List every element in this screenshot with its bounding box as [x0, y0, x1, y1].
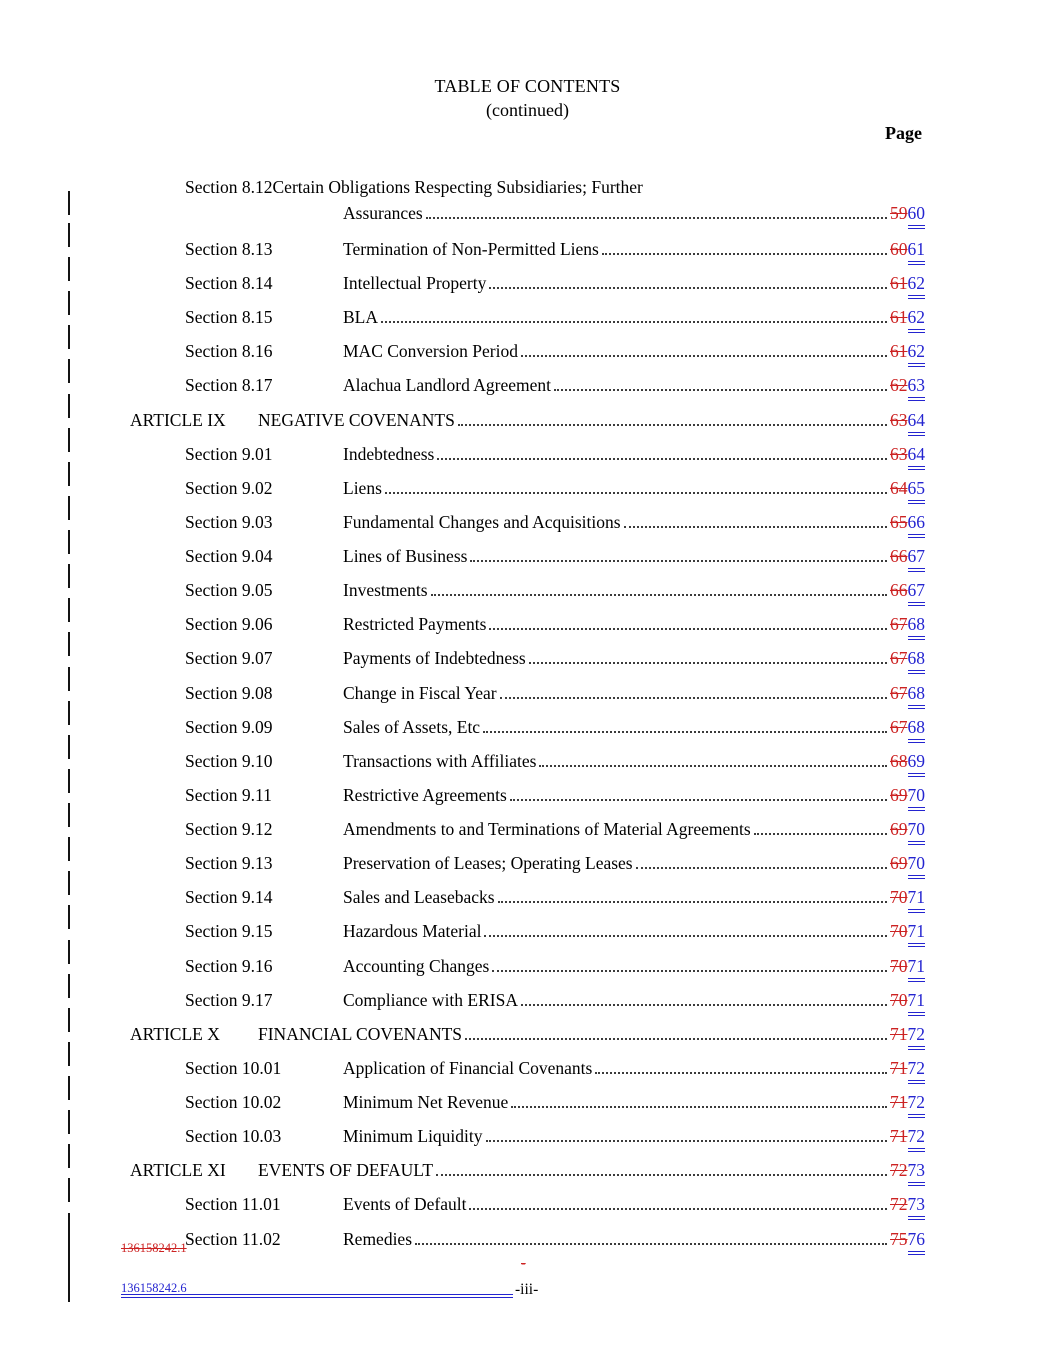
inserted-page-number: 71: [908, 919, 926, 947]
deleted-page-number: 66: [890, 546, 908, 567]
section-number: Section 10.03: [185, 1126, 282, 1147]
change-bar: [68, 701, 70, 725]
inserted-page-number: 69: [908, 749, 926, 777]
section-number: Section 9.02: [185, 477, 273, 498]
deleted-page-number: 71: [890, 1023, 908, 1044]
change-bar: [68, 632, 70, 656]
section-number: Section 9.01: [185, 443, 273, 464]
dot-leader: [465, 1038, 887, 1040]
deleted-page-number: 70: [890, 921, 908, 942]
deleted-doc-number: 136158242.1: [121, 1241, 187, 1255]
deleted-page-number: 66: [890, 580, 908, 601]
change-bar: [68, 462, 70, 486]
change-bar: [68, 1008, 70, 1032]
page-title: TABLE OF CONTENTS: [434, 76, 621, 96]
article-title: EVENTS OF DEFAULT: [258, 1160, 434, 1181]
dot-leader: [431, 594, 887, 596]
deleted-page-number: 67: [890, 682, 908, 703]
inserted-page-number: 71: [908, 954, 926, 982]
section-number: Section 8.15: [185, 307, 273, 328]
toc-entry: [0, 1148, 925, 1182]
article-number: ARTICLE IX: [130, 409, 226, 430]
section-number: Section 9.09: [185, 716, 273, 737]
dot-leader: [415, 1243, 887, 1245]
inserted-page-number: 60: [908, 201, 926, 229]
change-bar: [68, 223, 70, 247]
dot-leader: [511, 1106, 887, 1108]
toc-entry: [0, 295, 925, 329]
toc-entry: [0, 227, 925, 261]
change-bar: [68, 735, 70, 759]
inserted-page-number: 70: [908, 817, 926, 845]
toc-entry: [0, 875, 925, 909]
toc-entry: [0, 944, 925, 978]
toc-entry: [0, 807, 925, 841]
change-bar: [68, 871, 70, 895]
toc-entry: [0, 167, 925, 227]
deleted-page-number: 59: [890, 203, 908, 223]
deleted-page-number: 61: [890, 341, 908, 362]
deleted-page-number: 71: [890, 1057, 908, 1078]
toc-entry: [0, 705, 925, 739]
dot-leader: [426, 217, 887, 219]
change-bar: [68, 325, 70, 349]
dot-leader: [595, 1072, 887, 1074]
inserted-page-number: 61: [908, 237, 926, 265]
section-number: Section 9.11: [185, 784, 272, 805]
dot-leader: [469, 1208, 887, 1210]
section-number: Section 10.02: [185, 1092, 282, 1113]
deleted-page-number: 64: [890, 477, 908, 498]
inserted-page-number: 70: [908, 851, 926, 879]
change-bar: [68, 1213, 70, 1237]
inserted-page-number: 70: [908, 783, 926, 811]
section-number: Section 8.13: [185, 238, 273, 259]
change-bar: [68, 564, 70, 588]
toc-entry: [0, 841, 925, 875]
deleted-page-number: 70: [890, 887, 908, 908]
dot-leader: [529, 662, 887, 664]
inserted-page-number: 68: [908, 715, 926, 743]
dot-leader: [521, 1004, 887, 1006]
deleted-page-number: 72: [890, 1160, 908, 1181]
dot-leader: [470, 560, 887, 562]
section-title: Preservation of Leases; Operating Leases: [343, 853, 633, 874]
section-title: Compliance with ERISA: [343, 989, 518, 1010]
dot-leader: [500, 697, 887, 699]
section-title: Sales of Assets, Etc: [343, 716, 481, 737]
section-title: Alachua Landlord Agreement: [343, 375, 551, 396]
dot-leader: [754, 833, 887, 835]
deleted-page-number: 62: [890, 375, 908, 396]
section-number: Section 9.06: [185, 614, 273, 635]
change-bar: [68, 191, 70, 215]
inserted-doc-number: 136158242.6: [121, 1281, 513, 1298]
section-number: Section 9.07: [185, 648, 273, 669]
section-number: Section 9.17: [185, 989, 273, 1010]
change-bar: [68, 1076, 70, 1100]
change-bar: [68, 598, 70, 622]
section-title: Certain Obligations Respecting Subsidiaries; Further: [272, 177, 643, 197]
section-number: Section 9.03: [185, 511, 273, 532]
section-title: Change in Fiscal Year: [343, 682, 497, 703]
inserted-page-number: 64: [908, 442, 926, 470]
toc-entry: [0, 432, 925, 466]
inserted-page-number: 73: [908, 1158, 926, 1186]
change-bar: [68, 1237, 70, 1302]
deleted-page-number: 67: [890, 716, 908, 737]
change-bar: [68, 905, 70, 929]
toc-entry: [0, 1182, 925, 1216]
section-title: Remedies: [343, 1228, 413, 1249]
deleted-page-number: 69: [890, 784, 908, 805]
dot-leader: [489, 287, 887, 289]
section-title: Intellectual Property: [343, 273, 487, 294]
change-bar: [68, 496, 70, 520]
change-bar: [68, 359, 70, 383]
toc-entry: [0, 739, 925, 773]
section-number: Section 8.16: [185, 341, 273, 362]
dot-leader: [554, 389, 887, 391]
dot-leader: [436, 1174, 887, 1176]
section-number: Section 9.10: [185, 750, 273, 771]
inserted-page-number: 68: [908, 612, 926, 640]
change-bar: [68, 1042, 70, 1066]
deleted-page-number: 60: [890, 238, 908, 259]
change-bar: [68, 803, 70, 827]
toc-entry: [0, 329, 925, 363]
article-title: NEGATIVE COVENANTS: [258, 409, 455, 430]
section-title: Payments of Indebtedness: [343, 648, 526, 669]
inserted-page-number: 62: [908, 339, 926, 367]
section-title: Minimum Net Revenue: [343, 1092, 509, 1113]
section-number: Section 9.14: [185, 887, 273, 908]
deleted-page-number: 71: [890, 1092, 908, 1113]
dot-leader: [483, 731, 887, 733]
section-title: MAC Conversion Period: [343, 341, 518, 362]
inserted-page-number: 66: [908, 510, 926, 538]
section-number: Section 11.01: [185, 1194, 281, 1215]
inserted-page-number: 72: [908, 1022, 926, 1050]
dot-leader: [486, 1140, 887, 1142]
deleted-page-number: 68: [890, 750, 908, 771]
change-bar: [68, 257, 70, 281]
deleted-page-number: 65: [890, 511, 908, 532]
section-number: Section 11.02: [185, 1228, 281, 1249]
change-bar: [68, 530, 70, 554]
change-bar: [68, 974, 70, 998]
section-number: Section 9.13: [185, 853, 273, 874]
toc-entry: [0, 1080, 925, 1114]
section-title: Hazardous Material: [343, 921, 482, 942]
section-number: Section 9.05: [185, 580, 273, 601]
section-title: Accounting Changes: [343, 955, 490, 976]
dot-leader: [498, 901, 887, 903]
deleted-page-number: 72: [890, 1194, 908, 1215]
change-bar: [68, 667, 70, 691]
deleted-page-number: 61: [890, 273, 908, 294]
section-title: Events of Default: [343, 1194, 467, 1215]
section-title: Indebtedness: [343, 443, 435, 464]
section-title: BLA: [343, 307, 378, 328]
inserted-page-number: 63: [908, 373, 926, 401]
toc-entry-line-1: [0, 167, 925, 197]
deleted-page-number: 69: [890, 819, 908, 840]
toc-entry: [0, 363, 925, 397]
dot-leader: [489, 628, 887, 630]
inserted-page-number: 62: [908, 271, 926, 299]
toc-entry: [0, 534, 925, 568]
toc-entry: [0, 1012, 925, 1046]
dot-leader: [636, 867, 887, 869]
table-of-contents: [0, 167, 925, 1251]
deleted-page-number: 63: [890, 409, 908, 430]
deleted-page-number: 63: [890, 443, 908, 464]
deleted-dash: -: [521, 1256, 526, 1271]
inserted-page-number: 62: [908, 305, 926, 333]
inserted-page-number: 67: [908, 578, 926, 606]
change-bar: [68, 291, 70, 315]
toc-entry: [0, 466, 925, 500]
section-title: Fundamental Changes and Acquisitions: [343, 511, 621, 532]
inserted-page-number: 65: [908, 476, 926, 504]
deleted-page-number: 70: [890, 989, 908, 1010]
section-number: Section 8.12: [185, 177, 273, 197]
toc-entry: [0, 602, 925, 636]
section-title: Investments: [343, 580, 428, 601]
section-title: Application of Financial Covenants: [343, 1057, 593, 1078]
section-title: Restrictive Agreements: [343, 784, 507, 805]
change-bar: [68, 837, 70, 861]
deleted-page-number: 71: [890, 1126, 908, 1147]
section-number: Section 8.17: [185, 375, 273, 396]
inserted-page-number: 76: [908, 1227, 926, 1255]
article-number: ARTICLE XI: [130, 1160, 226, 1181]
dot-leader: [602, 253, 887, 255]
toc-entry: [0, 773, 925, 807]
toc-entry: [0, 568, 925, 602]
inserted-page-number: 71: [908, 885, 926, 913]
deleted-page-number: 67: [890, 648, 908, 669]
inserted-page-number: 72: [908, 1090, 926, 1118]
toc-entry: [0, 978, 925, 1012]
section-number: Section 9.12: [185, 819, 273, 840]
deleted-page-number: 69: [890, 853, 908, 874]
deleted-page-number: 70: [890, 955, 908, 976]
change-bar: [68, 1144, 70, 1168]
page-column-header: Page: [885, 123, 922, 143]
inserted-page-number: 72: [908, 1124, 926, 1152]
section-number: Section 8.14: [185, 273, 273, 294]
toc-entry: [0, 261, 925, 295]
toc-entry: [0, 1114, 925, 1148]
toc-entry: [0, 398, 925, 432]
deleted-page-number: 61: [890, 307, 908, 328]
section-title-continued: Assurances: [343, 203, 423, 223]
dot-leader: [458, 424, 887, 426]
inserted-page-number: 71: [908, 988, 926, 1016]
dot-leader: [437, 458, 887, 460]
dot-leader: [385, 492, 887, 494]
change-bar: [68, 394, 70, 418]
dot-leader: [539, 765, 887, 767]
section-number: Section 9.16: [185, 955, 273, 976]
toc-entry: [0, 671, 925, 705]
page-subtitle: (continued): [486, 100, 569, 120]
dot-leader: [624, 526, 887, 528]
change-bar: [68, 769, 70, 793]
section-title: Amendments to and Terminations of Material Agreements: [343, 819, 751, 840]
article-number: ARTICLE X: [130, 1023, 220, 1044]
toc-entry: [0, 636, 925, 670]
toc-entry: [0, 500, 925, 534]
section-title: Transactions with Affiliates: [343, 750, 537, 771]
section-title: Liens: [343, 477, 382, 498]
deleted-page-number: 67: [890, 614, 908, 635]
section-title: Lines of Business: [343, 546, 468, 567]
dot-leader: [492, 970, 887, 972]
section-number: Section 9.15: [185, 921, 273, 942]
section-title: Minimum Liquidity: [343, 1126, 483, 1147]
section-title: Sales and Leasebacks: [343, 887, 495, 908]
inserted-page-number: 73: [908, 1192, 926, 1220]
section-number: Section 9.04: [185, 546, 273, 567]
change-bar: [68, 940, 70, 964]
deleted-page-number: 75: [890, 1228, 908, 1249]
inserted-page-number: 68: [908, 646, 926, 674]
article-title: FINANCIAL COVENANTS: [258, 1023, 463, 1044]
inserted-page-number: 68: [908, 681, 926, 709]
section-title: Restricted Payments: [343, 614, 487, 635]
change-bar: [68, 428, 70, 452]
section-number: Section 10.01: [185, 1057, 282, 1078]
dot-leader: [484, 935, 887, 937]
change-bar: [68, 1110, 70, 1134]
dot-leader: [510, 799, 887, 801]
section-title: Termination of Non-Permitted Liens: [343, 238, 599, 259]
dot-leader: [521, 355, 887, 357]
change-bar: [68, 1178, 70, 1202]
dot-leader: [381, 321, 887, 323]
section-number: Section 9.08: [185, 682, 273, 703]
inserted-page-number: 64: [908, 408, 926, 436]
toc-entry: [0, 909, 925, 943]
inserted-page-number: 72: [908, 1056, 926, 1084]
folio-page-number: -iii-: [515, 1281, 539, 1298]
toc-entry: [0, 1046, 925, 1080]
toc-entry-line-2: [0, 197, 925, 227]
inserted-page-number: 67: [908, 544, 926, 572]
